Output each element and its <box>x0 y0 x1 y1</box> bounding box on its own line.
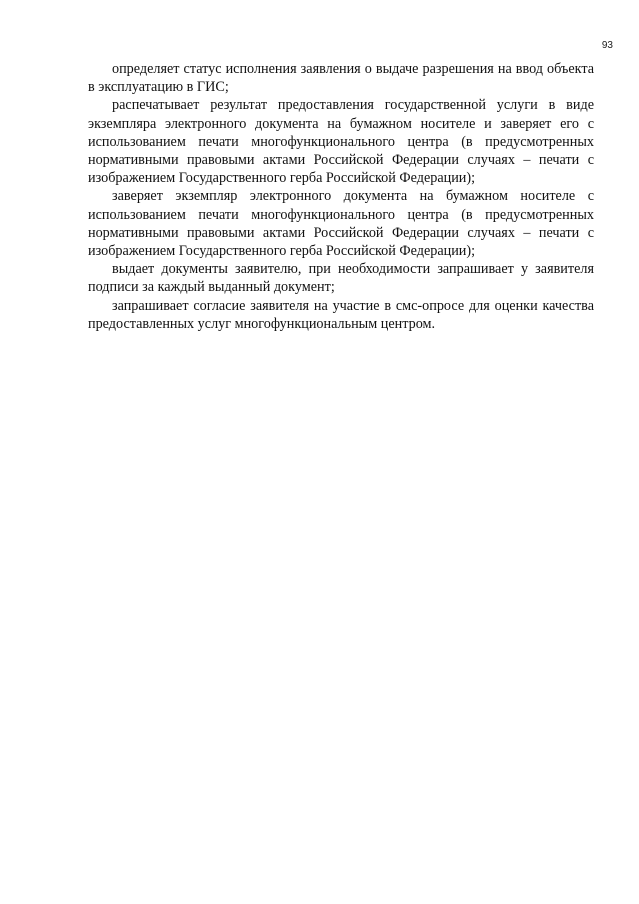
paragraph-status: определяет статус исполнения заявления о выдаче разрешения на ввод объекта в эксплуатацию в ГИС; <box>88 61 594 96</box>
page-number: 93 <box>601 40 613 51</box>
paragraph-certify-copy: заверяет экземпляр электронного документа на бумажном носителе с использованием печати многофункционального центра (в предусмотренных нормативными правовыми актами Российской Федерации случаях – печати с изображением Государственного герба Российской Федерации); <box>88 188 594 260</box>
paragraph-print-result: распечатывает результат предоставления государственной услуги в виде экземпляра электронного документа на бумажном носителе и заверяет его с использованием печати многофункционального центра (в предусмотренных нормативными правовыми актами Российской Федерации случаях – печати с изображением Государственного герба Российской Федерации); <box>88 97 594 187</box>
document-body <box>88 60 594 333</box>
paragraph-issue-documents: выдает документы заявителю, при необходимости запрашивает у заявителя подписи за каждый выданный документ; <box>88 261 594 296</box>
paragraph-sms-survey: запрашивает согласие заявителя на участие в смс-опросе для оценки качества предоставленных услуг многофункциональным центром. <box>88 297 594 332</box>
